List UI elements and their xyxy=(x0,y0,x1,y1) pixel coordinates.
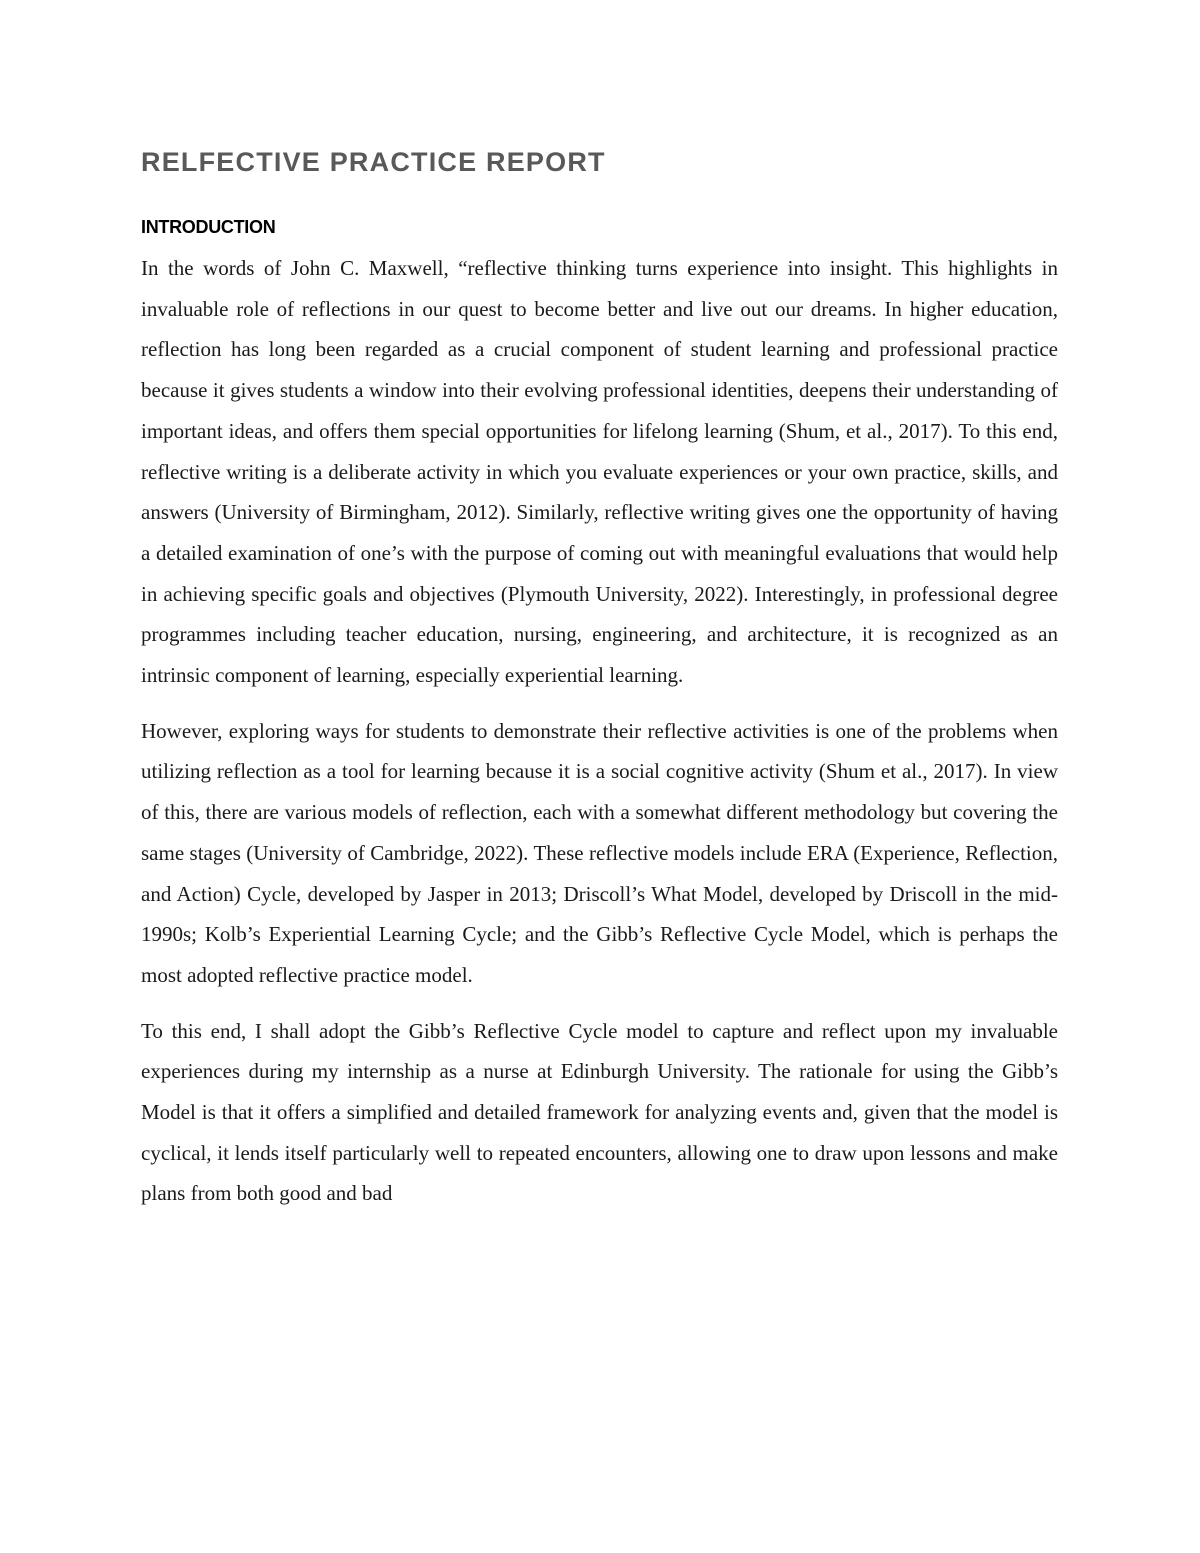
document-title: RELFECTIVE PRACTICE REPORT xyxy=(141,147,606,177)
section-heading-introduction: INTRODUCTION xyxy=(141,217,276,237)
paragraph-1: In the words of John C. Maxwell, “reflective thinking turns experience into insight. This highlights in invaluable role of reflections in our quest to become better and live out our dreams. In higher education, reflection has long been regarded as a crucial component of student learning and professional practice because it gives students a window into their evolving professional identities, deepens their understanding of important ideas, and offers them special opportunities for lifelong learning (Shum, et al., 2017). To this end, reflective writing is a deliberate activity in which you evaluate experiences or your own practice, skills, and answers (University of Birmingham, 2012). Similarly, reflective writing gives one the opportunity of having a detailed examination of one’s with the purpose of coming out with meaningful evaluations that would help in achieving specific goals and objectives (Plymouth University, 2022). Interestingly, in professional degree programmes including teacher education, nursing, engineering, and architecture, it is recognized as an intrinsic component of learning, especially experiential learning. xyxy=(141,256,1058,688)
paragraph-3: To this end, I shall adopt the Gibb’s Reflective Cycle model to capture and reflect upon my invaluable experiences during my internship as a nurse at Edinburgh University. The rationale for using the Gibb’s Model is that it offers a simplified and detailed framework for analyzing events and, given that the model is cyclical, it lends itself particularly well to repeated encounters, allowing one to draw upon lessons and make plans from both good and bad xyxy=(141,1018,1058,1206)
document-body xyxy=(141,138,1058,1214)
paragraph-2: However, exploring ways for students to demonstrate their reflective activities is one of the problems when utilizing reflection as a tool for learning because it is a social cognitive activity (Shum et al., 2017). In view of this, there are various models of reflection, each with a somewhat different methodology but covering the same stages (University of Cambridge, 2022). These reflective models include ERA (Experience, Reflection, and Action) Cycle, developed by Jasper in 2013; Driscoll’s What Model, developed by Driscoll in the mid-1990s; Kolb’s Experiential Learning Cycle; and the Gibb’s Reflective Cycle Model, which is perhaps the most adopted reflective practice model. xyxy=(141,718,1058,987)
